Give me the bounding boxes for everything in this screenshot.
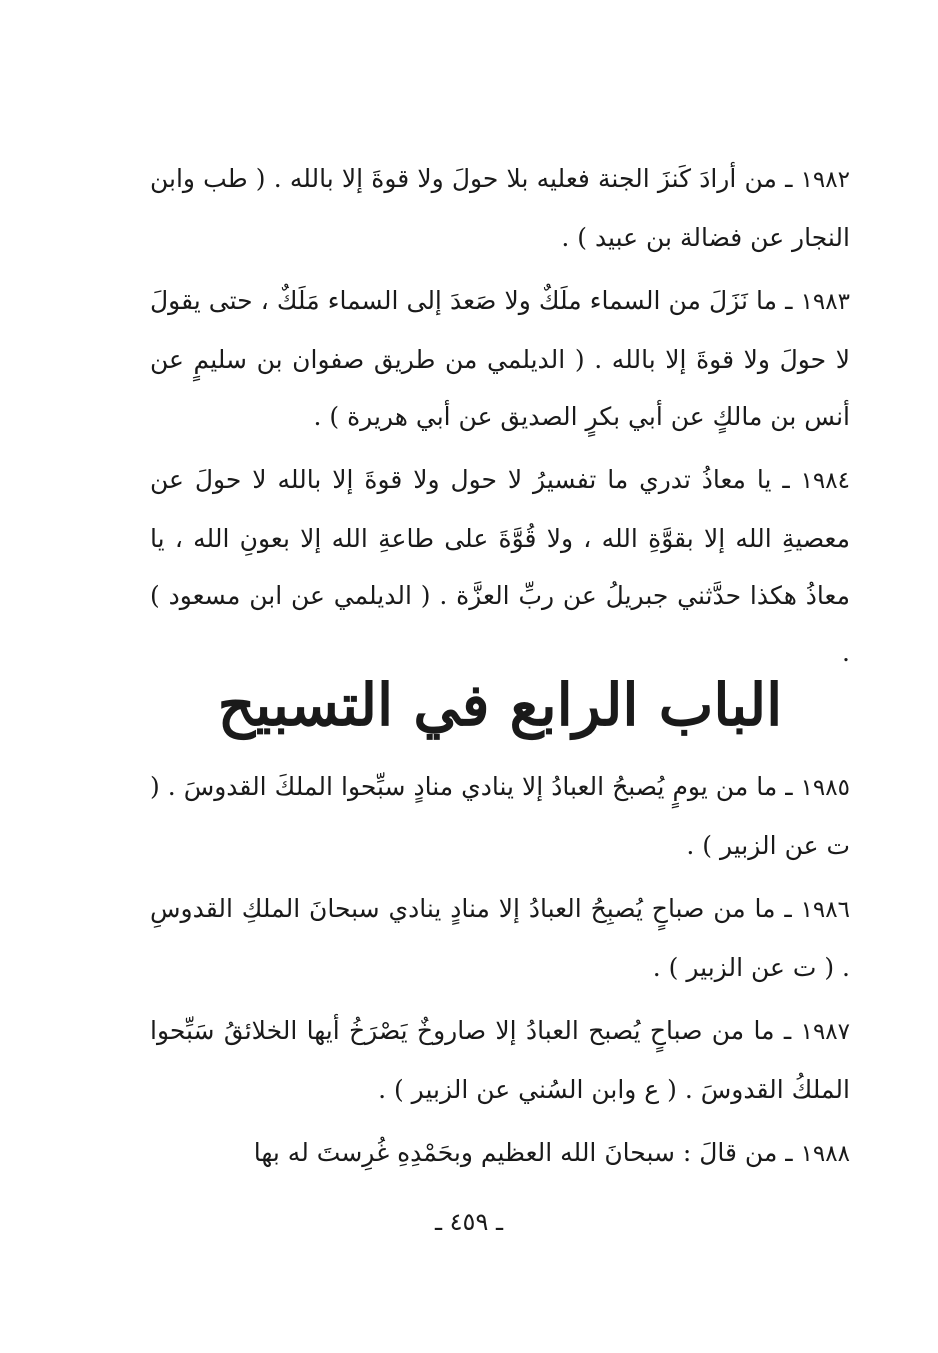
hadith-entry-1986: [150, 880, 850, 996]
entry-number: ١٩٨٨: [800, 1141, 850, 1167]
entry-number: ١٩٨٧: [800, 1019, 851, 1045]
entry-text: ـ يا معاذُ تدري ما تفسيرُ لا حول ولا قوةَ إلا بالله لا حولَ عن معصيةِ الله إلا بقوَّةِ الله ، ولا قُوَّةَ على طاعةِ الله إلا بعونِ الله ، يا معاذُ هكذا حدَّثني جبريلُ عن ربِّ العزَّة . ( الديلمي عن ابن مسعود ) .: [150, 465, 850, 667]
entry-text: ـ ما من يومٍ يُصبحُ العبادُ إلا ينادي منادٍ سبِّحوا الملكَ القدوسَ . ( ت عن الزبير ) .: [150, 772, 850, 860]
hadith-entry-1988: [150, 1124, 850, 1183]
entry-number: ١٩٨٢: [800, 167, 850, 193]
hadith-entry-1987: [150, 1002, 850, 1118]
entry-text: ـ ما من صباحٍ يُصبِحُ العبادُ إلا منادٍ ينادي سبحانَ الملكِ القدوسِ . ( ت عن الزبير ) .: [150, 894, 850, 982]
entry-text: ـ من أرادَ كَنزَ الجنة فعليه بلا حولَ ولا قوةَ إلا بالله . ( طب وابن النجار عن فضالة بن عبيد ) .: [150, 164, 850, 252]
hadith-entry-1983: [150, 272, 850, 445]
hadith-section-lower: [150, 758, 850, 1189]
entry-number: ١٩٨٤: [800, 468, 850, 494]
hadith-entry-1985: [150, 758, 850, 874]
entry-text: ـ من قالَ : سبحانَ الله العظيم وبحَمْدِهِ غُرِستَ له بها: [253, 1138, 793, 1167]
hadith-section-upper: [150, 150, 850, 687]
page-number: ـ ٤٥٩ ـ: [434, 1208, 503, 1236]
entry-number: ١٩٨٣: [800, 289, 850, 315]
entry-text: ـ ما من صباحٍ يُصبح العبادُ إلا صاروخٌ يَصْرَخُ أيها الخلائقُ سَبِّحوا الملكُ القدوسَ . ( ع وابن السُني عن الزبير ) .: [150, 1016, 850, 1104]
entry-text: ـ ما نَزَلَ من السماء ملَكٌ ولا صَعدَ إلى السماء مَلَكٌ ، حتى يقولَ لا حولَ ولا قوةَ إلا بالله . ( الديلمي من طريق صفوان بن سليمٍ عن أنس بن مالكٍ عن أبي بكرٍ الصديق عن أبي هريرة ) .: [150, 286, 850, 431]
chapter-heading: الباب الرابع في التسبيح: [217, 671, 783, 739]
hadith-entry-1982: [150, 150, 850, 266]
hadith-entry-1984: [150, 451, 850, 681]
entry-number: ١٩٨٥: [800, 775, 850, 801]
entry-number: ١٩٨٦: [800, 897, 850, 923]
